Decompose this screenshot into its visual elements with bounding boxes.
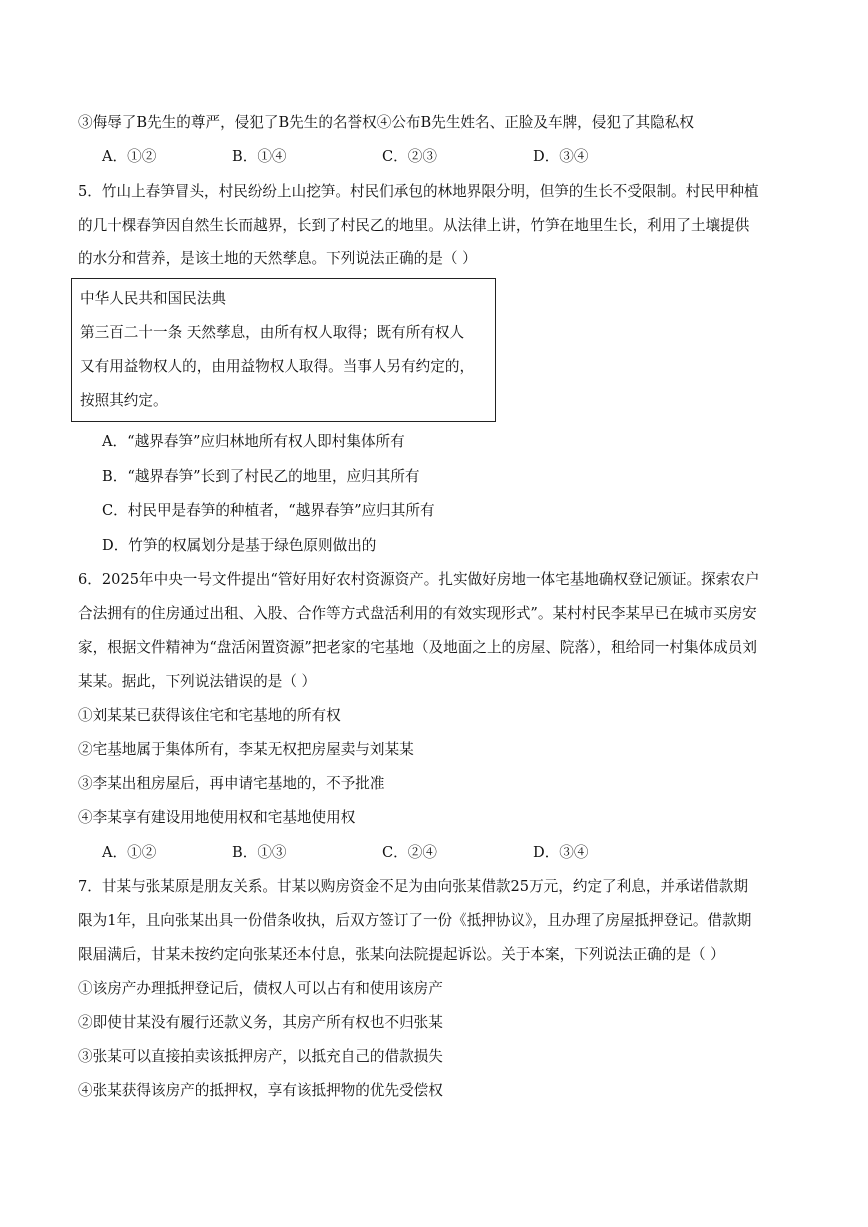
q7-stem-line-3: 限届满后，甘某未按约定向张某还本付息，张某向法院提起诉讼。关于本案，下列说法正确的是（ ）: [78, 946, 725, 963]
q6-statement-4: ④李某享有建设用地使用权和宅基地使用权: [78, 809, 356, 826]
q6-option-c: C．②④: [382, 844, 437, 861]
box-line-3: 又有用益物权人的，由用益物权人取得。当事人另有约定的，: [80, 358, 475, 375]
q7-statement-3: ③张某可以直接拍卖该抵押房产，以抵充自己的借款损失: [78, 1048, 443, 1065]
q6-stem-line-3: 家，根据文件精神为“盘活闲置资源”把老家的宅基地（及地面之上的房屋、院落），租给同一村集体成员刘: [78, 639, 757, 656]
box-title: 中华人民共和国民法典: [80, 290, 226, 307]
q6-statement-3: ③李某出租房屋后，再申请宅基地的，不予批准: [78, 775, 385, 792]
q5-option-c: C．村民甲是春笋的种植者，“越界春笋”应归其所有: [102, 502, 435, 519]
q4-option-c: C．②③: [382, 148, 437, 165]
q7-statement-1: ①该房产办理抵押登记后，债权人可以占有和使用该房产: [78, 980, 443, 997]
q6-option-d: D．③④: [533, 844, 589, 861]
q5-option-b: B．“越界春笋”长到了村民乙的地里，应归其所有: [102, 468, 420, 485]
q7-statement-2: ②即使甘某没有履行还款义务，其房产所有权也不归张某: [78, 1014, 443, 1031]
q5-option-d: D．竹笋的权属划分是基于绿色原则做出的: [102, 537, 377, 554]
q5-stem-line-2: 的几十棵春笋因自然生长而越界，长到了村民乙的地里。从法律上讲，竹笋在地里生长，利用了土壤提供: [78, 217, 750, 234]
q6-statement-1: ①刘某某已获得该住宅和宅基地的所有权: [78, 707, 341, 724]
box-line-2: 第三百二十一条 天然孳息，由所有权人取得；既有所有权人: [80, 324, 465, 341]
q6-option-a: A．①②: [102, 844, 157, 861]
q6-option-b: B．①③: [232, 844, 287, 861]
q4-statement-line: ③侮辱了B先生的尊严，侵犯了B先生的名誉权④公布B先生姓名、正脸及车牌，侵犯了其隐私权: [78, 114, 694, 131]
q6-stem-line-1: 6．2025年中央一号文件提出“管好用好农村资源资产。扎实做好房地一体宅基地确权登记颁证。探索农户: [78, 571, 760, 588]
q4-option-d: D．③④: [533, 148, 589, 165]
q7-statement-4: ④张某获得该房产的抵押权，享有该抵押物的优先受偿权: [78, 1082, 443, 1099]
q5-stem-line-3: 的水分和营养，是该土地的天然孳息。下列说法正确的是（ ）: [78, 250, 477, 267]
q5-option-a: A．“越界春笋”应归林地所有权人即村集体所有: [102, 433, 405, 450]
box-line-4: 按照其约定。: [80, 392, 168, 409]
q4-option-b: B．①④: [232, 148, 287, 165]
q5-stem-line-1: 5．竹山上春笋冒头，村民纷纷上山挖笋。村民们承包的林地界限分明，但笋的生长不受限制。村民甲种植: [78, 183, 759, 200]
civil-code-excerpt-box: [71, 278, 496, 422]
q6-stem-line-4: 某某。据此，下列说法错误的是（ ）: [78, 673, 317, 690]
q7-stem-line-1: 7．甘某与张某原是朋友关系。甘某以购房资金不足为由向张某借款25万元，约定了利息，并承诺借款期: [78, 878, 748, 895]
q7-stem-line-2: 限为1年，且向张某出具一份借条收执，后双方签订了一份《抵押协议》，且办理了房屋抵押登记。借款期: [78, 912, 752, 929]
q6-stem-line-2: 合法拥有的住房通过出租、入股、合作等方式盘活利用的有效实现形式”。某村村民李某早已在城市买房安: [78, 605, 757, 622]
q4-option-a: A．①②: [102, 148, 157, 165]
q6-statement-2: ②宅基地属于集体所有，李某无权把房屋卖与刘某某: [78, 741, 414, 758]
